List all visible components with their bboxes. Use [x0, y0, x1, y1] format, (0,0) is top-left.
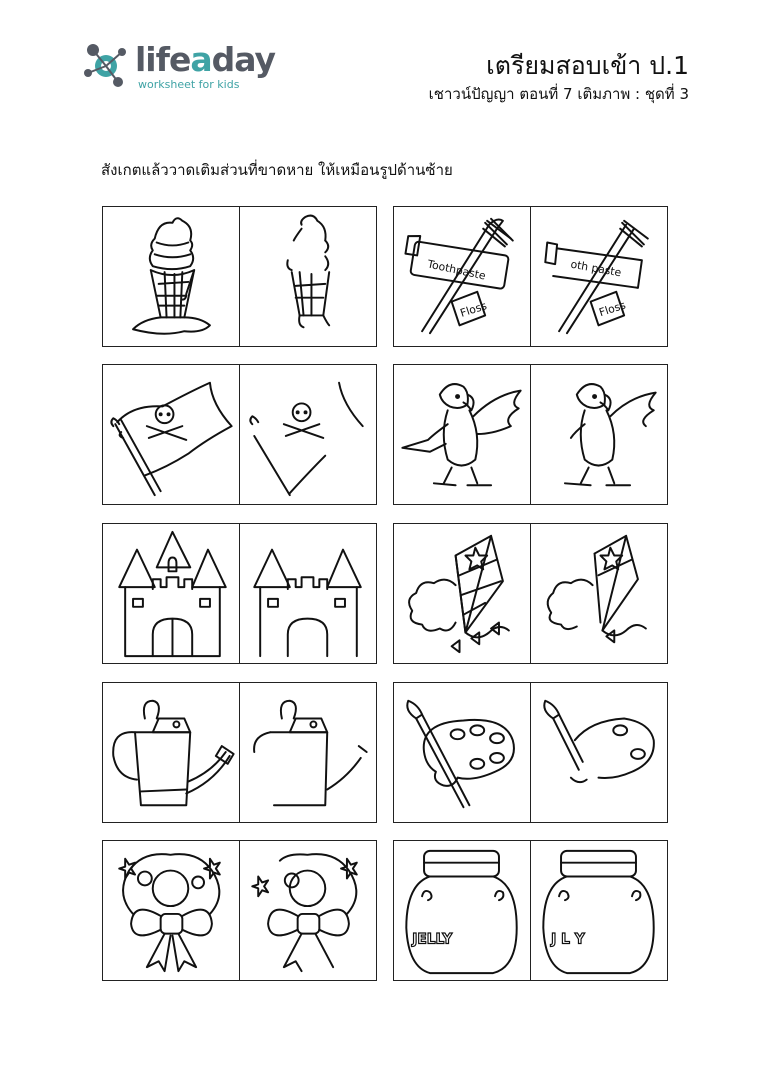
castle-partial: [239, 524, 376, 663]
kite-icon: [394, 524, 530, 663]
wreath-complete: [103, 841, 239, 980]
instruction-text: สังเกตแล้ววาดเติมส่วนที่ขาดหาย ให้เหมือนรูปด้านซ้าย: [101, 161, 453, 179]
pair-wreath: [102, 840, 377, 981]
ice-cream-icon: [103, 207, 239, 346]
pair-ice-cream: [102, 206, 377, 347]
kite-complete: [394, 524, 530, 663]
castle-complete: [103, 524, 239, 663]
page-subtitle: เชาวน์ปัญญา ตอนที่ 7 เติมภาพ : ชุดที่ 3: [428, 85, 689, 103]
pair-parrot: [393, 364, 668, 505]
wreath-incomplete-icon: [240, 841, 376, 980]
pair-kite: [393, 523, 668, 664]
brand-name: lifeaday: [135, 40, 276, 79]
page-title: เตรียมสอบเข้า ป.1: [486, 51, 689, 80]
svg-text:Floss: Floss: [597, 298, 628, 320]
ice-cream-complete: [103, 207, 239, 346]
jelly-jar-incomplete-icon: [531, 841, 667, 980]
parrot-icon: [394, 365, 530, 504]
svg-text:J L Y: J L Y: [551, 931, 585, 948]
svg-text:Toothpaste: Toothpaste: [426, 257, 487, 283]
parrot-complete: [394, 365, 530, 504]
toothpaste-incomplete-icon: [531, 207, 667, 346]
toothpaste-icon: [394, 207, 530, 346]
watering-can-incomplete-icon: [240, 683, 376, 822]
kite-partial: [530, 524, 667, 663]
pair-castle: [102, 523, 377, 664]
pair-paint-palette: [393, 682, 668, 823]
kite-incomplete-icon: [531, 524, 667, 663]
jelly-jar-icon: [394, 841, 530, 980]
toothpaste-complete: [394, 207, 530, 346]
parrot-partial: [530, 365, 667, 504]
molecule-logo-icon: [82, 40, 132, 90]
toothpaste-partial: [530, 207, 667, 346]
paint-palette-partial: [530, 683, 667, 822]
brand-logo: [82, 38, 282, 98]
pirate-flag-incomplete-icon: [240, 365, 376, 504]
svg-text:oth paste: oth paste: [569, 257, 623, 280]
pirate-flag-partial: [239, 365, 376, 504]
pair-toothpaste: [393, 206, 668, 347]
pair-watering-can: [102, 682, 377, 823]
svg-text:Floss: Floss: [458, 299, 489, 320]
parrot-incomplete-icon: [531, 365, 667, 504]
ice-cream-partial: [239, 207, 376, 346]
pirate-flag-icon: [103, 365, 239, 504]
watering-can-partial: [239, 683, 376, 822]
svg-text:JELLY: JELLY: [412, 931, 453, 948]
paint-palette-complete: [394, 683, 530, 822]
brand-tagline: worksheet for kids: [138, 78, 240, 91]
wreath-icon: [103, 841, 239, 980]
ice-cream-incomplete-icon: [240, 207, 376, 346]
jelly-jar-complete: [394, 841, 530, 980]
jelly-jar-partial: [530, 841, 667, 980]
pair-jelly-jar: [393, 840, 668, 981]
paint-palette-icon: [394, 683, 530, 822]
castle-incomplete-icon: [240, 524, 376, 663]
paint-palette-incomplete-icon: [531, 683, 667, 822]
pirate-flag-complete: [103, 365, 239, 504]
watering-can-complete: [103, 683, 239, 822]
castle-icon: [103, 524, 239, 663]
wreath-partial: [239, 841, 376, 980]
pair-pirate-flag: [102, 364, 377, 505]
watering-can-icon: [103, 683, 239, 822]
